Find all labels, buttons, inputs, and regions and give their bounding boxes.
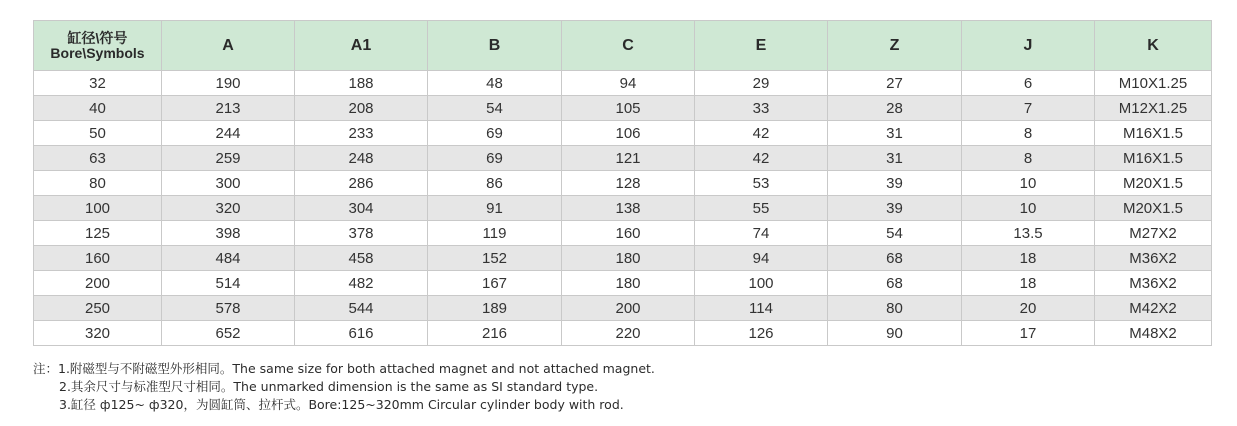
note-line-2: 2.其余尺寸与标准型尺寸相同。The unmarked dimension is the same as SI standard type. (59, 379, 599, 394)
header-col-c: C (562, 21, 695, 71)
table-cell: 180 (562, 246, 695, 271)
table-row (34, 246, 1212, 271)
table-cell: 106 (562, 121, 695, 146)
header-bore-cn: 缸径\符号 (67, 29, 128, 46)
table-cell: 42 (695, 121, 828, 146)
table-cell: 220 (562, 321, 695, 346)
table-cell: 233 (295, 121, 428, 146)
table-cell: 160 (562, 221, 695, 246)
table-cell: 31 (828, 146, 962, 171)
table-cell: 39 (828, 171, 962, 196)
table-cell: 458 (295, 246, 428, 271)
table-cell: 6 (962, 71, 1095, 96)
note-line-3: 3.缸径 ф125~ ф320，为圆缸筒、拉杆式。Bore:125~320mm Circular cylinder body with rod. (59, 397, 624, 412)
table-cell: 190 (162, 71, 295, 96)
table-cell: 286 (295, 171, 428, 196)
table-cell: 42 (695, 146, 828, 171)
table-cell: 20 (962, 296, 1095, 321)
table-cell: 54 (428, 96, 562, 121)
table-cell-bore: 160 (34, 246, 162, 271)
table-cell: 55 (695, 196, 828, 221)
table-row (34, 296, 1212, 321)
table-cell: 121 (562, 146, 695, 171)
table-cell: M36X2 (1095, 246, 1212, 271)
table-cell: 105 (562, 96, 695, 121)
table-row (34, 271, 1212, 296)
table-cell: M27X2 (1095, 221, 1212, 246)
table-cell-bore: 250 (34, 296, 162, 321)
table-cell: 18 (962, 246, 1095, 271)
table-cell: 86 (428, 171, 562, 196)
table-row (34, 196, 1212, 221)
table-cell: 578 (162, 296, 295, 321)
table-cell: 514 (162, 271, 295, 296)
table-cell: 68 (828, 246, 962, 271)
table-cell: 259 (162, 146, 295, 171)
table-row (34, 146, 1212, 171)
table-cell: 152 (428, 246, 562, 271)
table-cell: 69 (428, 121, 562, 146)
table-cell: M12X1.25 (1095, 96, 1212, 121)
table-cell: 304 (295, 196, 428, 221)
header-col-b: B (428, 21, 562, 71)
table-row (34, 221, 1212, 246)
table-cell: 188 (295, 71, 428, 96)
table-cell: M10X1.25 (1095, 71, 1212, 96)
header-bore-en: Bore\Symbols (50, 44, 145, 61)
dimension-table (33, 20, 1212, 346)
note-line-1: 注：1.附磁型与不附磁型外形相同。The same size for both attached magnet and not attached magnet. (33, 361, 655, 376)
table-cell: 119 (428, 221, 562, 246)
table-cell: 138 (562, 196, 695, 221)
table-cell: 54 (828, 221, 962, 246)
table-cell: 482 (295, 271, 428, 296)
table-cell: 114 (695, 296, 828, 321)
table-cell-bore: 32 (34, 71, 162, 96)
table-cell: M48X2 (1095, 321, 1212, 346)
table-cell: 29 (695, 71, 828, 96)
notes-section (33, 360, 655, 414)
table-cell: 213 (162, 96, 295, 121)
table-cell: 320 (162, 196, 295, 221)
table-cell-bore: 50 (34, 121, 162, 146)
table-cell: 126 (695, 321, 828, 346)
table-row (34, 71, 1212, 96)
table-cell: 484 (162, 246, 295, 271)
table-cell: 652 (162, 321, 295, 346)
table-cell: 10 (962, 171, 1095, 196)
table-cell-bore: 200 (34, 271, 162, 296)
table-cell: 544 (295, 296, 428, 321)
header-col-z: Z (828, 21, 962, 71)
header-col-a: A (162, 21, 295, 71)
table-cell: 33 (695, 96, 828, 121)
table-row (34, 96, 1212, 121)
table-cell: 17 (962, 321, 1095, 346)
table-cell: 248 (295, 146, 428, 171)
table-cell: 90 (828, 321, 962, 346)
table-cell: 13.5 (962, 221, 1095, 246)
header-col-k: K (1095, 21, 1212, 71)
table-cell: 8 (962, 146, 1095, 171)
table-cell: M16X1.5 (1095, 146, 1212, 171)
table-cell: 91 (428, 196, 562, 221)
table-cell: 48 (428, 71, 562, 96)
table-cell: 31 (828, 121, 962, 146)
header-col-e: E (695, 21, 828, 71)
header-col-a1: A1 (295, 21, 428, 71)
table-row (34, 171, 1212, 196)
table-header-row (34, 21, 1212, 71)
table-cell: 27 (828, 71, 962, 96)
table-cell: 39 (828, 196, 962, 221)
table-cell: M20X1.5 (1095, 196, 1212, 221)
table-cell: 180 (562, 271, 695, 296)
table-cell: 53 (695, 171, 828, 196)
table-cell: 94 (562, 71, 695, 96)
table-cell: 398 (162, 221, 295, 246)
table-cell: 378 (295, 221, 428, 246)
table-cell: M42X2 (1095, 296, 1212, 321)
table-cell: 69 (428, 146, 562, 171)
table-cell-bore: 40 (34, 96, 162, 121)
table-cell-bore: 100 (34, 196, 162, 221)
table-cell: 300 (162, 171, 295, 196)
table-cell: 8 (962, 121, 1095, 146)
header-bore-symbols (34, 21, 162, 71)
table-cell: 68 (828, 271, 962, 296)
table-cell: 128 (562, 171, 695, 196)
table-body (34, 71, 1212, 346)
table-cell: M16X1.5 (1095, 121, 1212, 146)
table-cell-bore: 63 (34, 146, 162, 171)
table-cell-bore: 80 (34, 171, 162, 196)
table-cell: 216 (428, 321, 562, 346)
header-col-j: J (962, 21, 1095, 71)
table-cell-bore: 320 (34, 321, 162, 346)
table-cell-bore: 125 (34, 221, 162, 246)
dimension-table-container (33, 20, 1211, 346)
table-cell: 200 (562, 296, 695, 321)
table-row (34, 321, 1212, 346)
table-cell: M20X1.5 (1095, 171, 1212, 196)
table-cell: 189 (428, 296, 562, 321)
table-cell: M36X2 (1095, 271, 1212, 296)
table-cell: 244 (162, 121, 295, 146)
table-cell: 74 (695, 221, 828, 246)
table-row (34, 121, 1212, 146)
table-cell: 10 (962, 196, 1095, 221)
table-cell: 167 (428, 271, 562, 296)
table-cell: 208 (295, 96, 428, 121)
table-cell: 28 (828, 96, 962, 121)
table-cell: 18 (962, 271, 1095, 296)
table-cell: 94 (695, 246, 828, 271)
table-cell: 7 (962, 96, 1095, 121)
table-cell: 100 (695, 271, 828, 296)
table-cell: 616 (295, 321, 428, 346)
table-cell: 80 (828, 296, 962, 321)
